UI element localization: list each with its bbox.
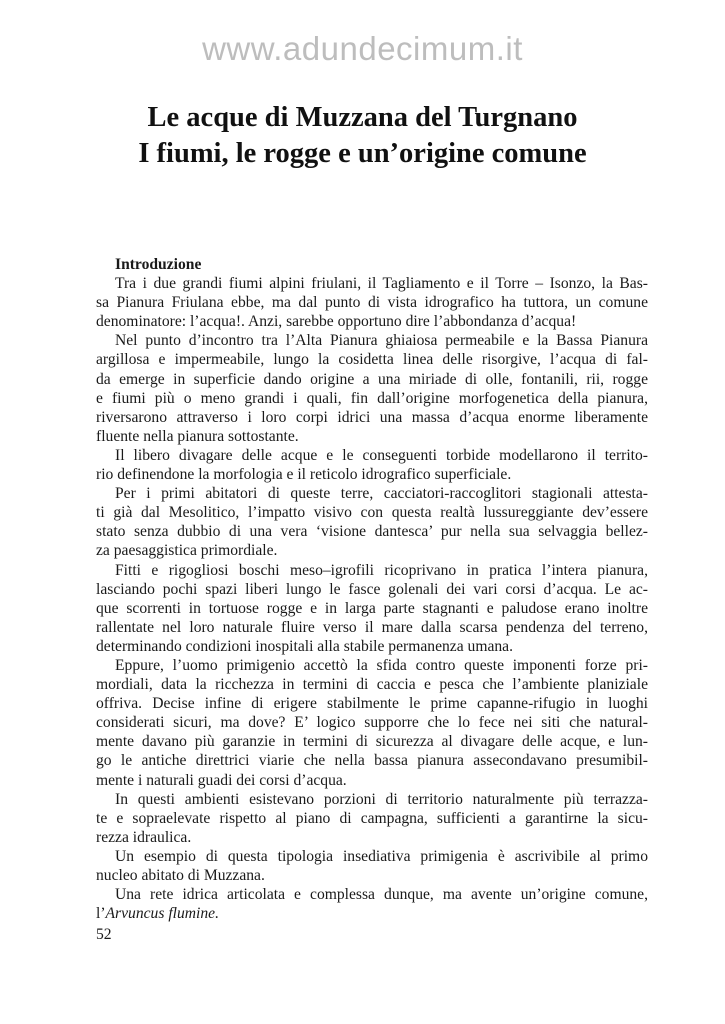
paragraph-line: Fitti e rigogliosi boschi meso–igrofili ricoprivano in pratica l’intera pianura, — [115, 561, 648, 579]
title-line-2: I fiumi, le rogge e un’origine comune — [138, 138, 587, 169]
paragraph-line: da emerge in superficie dando origine a una miriade di olle, fontanili, rii, rogge — [96, 370, 648, 388]
paragraph — [96, 446, 648, 484]
paragraph-line: determinando condizioni inospitali alla stabile permanenza umana. — [96, 637, 513, 655]
paragraph — [96, 790, 648, 847]
paragraph-line: fluente nella pianura sottostante. — [96, 427, 299, 445]
paragraph-line: considerati sicuri, ma dove? E’ logico supporre che lo fece nei siti che natural- — [96, 714, 648, 732]
page-number: 52 — [96, 926, 112, 943]
paragraph — [96, 331, 648, 446]
paragraph-line: mente davano più garanzie in termini di sicurezza al divagare delle acque, e lun- — [96, 733, 648, 751]
paragraph-line: ti già dal Mesolitico, l’impatto visivo con questa realtà lussureggiante dev’essere — [96, 504, 648, 522]
paragraph — [96, 274, 648, 331]
paragraph — [96, 484, 648, 560]
paragraph-line: rio definendone la morfologia e il reticolo idrografico superficiale. — [96, 466, 512, 484]
paragraph-line: que scorrenti in tortuose rogge e in larga parte stagnanti e paludose erano inoltre — [96, 599, 648, 617]
paragraph-line: In questi ambienti esistevano porzioni di territorio naturalmente più terrazza- — [115, 790, 648, 808]
paragraph — [96, 847, 648, 885]
paragraph — [96, 885, 648, 904]
closing-line — [96, 904, 648, 923]
paragraph-line: riversarono attraverso i loro corpi idrici una massa d’acqua enorme liberamente — [96, 408, 648, 426]
page-title — [0, 100, 725, 172]
paragraph-line: Il libero divagare delle acque e le conseguenti torbide modellarono il territo- — [115, 446, 648, 464]
paragraph-line: rezza idraulica. — [96, 828, 192, 846]
closing-italic: Arvuncus flumine. — [105, 905, 219, 923]
paragraph-line: Eppure, l’uomo primigenio accettò la sfida contro queste imponenti forze pri- — [115, 656, 648, 674]
paragraph-line: Un esempio di questa tipologia insediativa primigenia è ascrivibile al primo — [115, 847, 648, 865]
section-heading: Introduzione — [115, 256, 202, 273]
paragraph-line: Per i primi abitatori di queste terre, cacciatori-raccoglitori stagionali attesta- — [115, 485, 648, 503]
paragraph-line: offriva. Decise infine di erigere stabilmente le prime capanne-rifugio in luoghi — [96, 695, 648, 713]
paragraph-line: mente i naturali guadi dei corsi d’acqua. — [96, 771, 347, 789]
paragraph-line: Tra i due grandi fiumi alpini friulani, il Tagliamento e il Torre – Isonzo, la Bas- — [115, 275, 648, 293]
paragraph-line: stato senza dubbio di una vera ‘visione dantesca’ pur nella sua selvaggia bellez- — [96, 523, 648, 541]
paragraph-line: nucleo abitato di Muzzana. — [96, 867, 265, 884]
paragraph-line: lasciando pochi spazi liberi lungo le fasce golenali dei vari corsi d’acqua. Le ac- — [96, 580, 648, 598]
paragraphs — [96, 274, 648, 904]
paragraph-line: mordiali, data la ricchezza in termini di caccia e pesca che l’ambiente planiziale — [96, 676, 648, 694]
paragraph — [96, 561, 648, 656]
paragraph-line: Una rete idrica articolata e complessa dunque, ma avente un’origine comune, — [115, 886, 648, 904]
paragraph-line: Nel punto d’incontro tra l’Alta Pianura ghiaiosa permeabile e la Bassa Pianura — [115, 332, 648, 350]
paragraph-line: za paesaggistica primordiale. — [96, 542, 278, 560]
paragraph-line: sa Pianura Friulana ebbe, ma dal punto di vista idrografico ha tuttora, un comune — [96, 294, 648, 312]
paragraph-line: e fiumi più o meno grandi i quali, fin dall’origine morfogenetica della pianura, — [96, 389, 648, 407]
article-body — [96, 255, 648, 923]
closing-prefix: l’ — [96, 905, 106, 923]
title-line-1: Le acque di Muzzana del Turgnano — [147, 102, 578, 133]
paragraph-line: argillosa e impermeabile, lungo la cosidetta linea delle risorgive, l’acqua di fal- — [96, 351, 648, 369]
paragraph-line: denominatore: l’acqua!. Anzi, sarebbe opportuno dire l’abbondanza d’acqua! — [96, 313, 577, 331]
paragraph-line: te e sopraelevate rispetto al piano di campagna, sufficienti a garantirne la sicu- — [96, 809, 648, 827]
paragraph-line: go le antiche direttrici viarie che nella bassa pianura assecondavano presumibil- — [96, 752, 648, 770]
watermark: www.adundecimum.it — [202, 30, 523, 67]
paragraph — [96, 656, 648, 790]
paragraph-line: rallentate nel loro naturale fluire verso il mare dalla scarsa pendenza del terreno, — [96, 618, 648, 636]
